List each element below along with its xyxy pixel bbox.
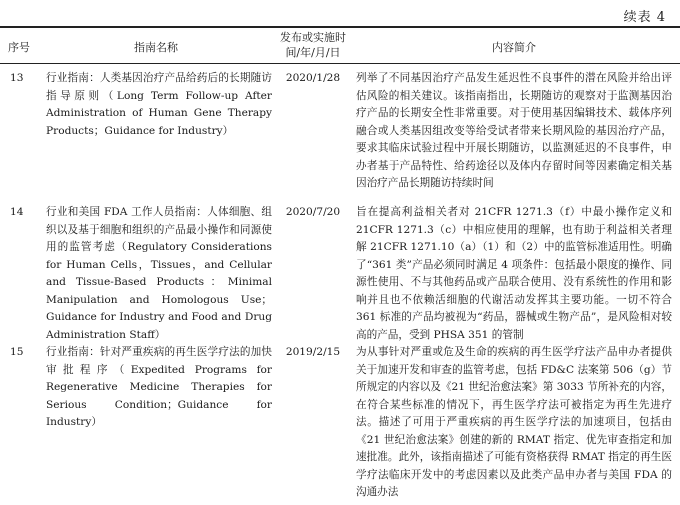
table-top-rule [0, 26, 680, 28]
row-desc: 为从事针对严重或危及生命的疾病的再生医学疗法产品申办者提供关于加速开发和审查的监管考虑，包括 FD&C 法案第 506（g）节所规定的内容以及《21 世纪治愈法案》第 3033 节所补充的内容，在符合某些标准的情况下，再生医学疗法可被指定为再生先进疗法。描述了可用于严重疾病的再生医学疗法的加速项目，包括由《21 世纪治愈法案》创建的新的 RMAT 指定、优先审查指定和加速批准。此外，该指南描述了可能有资格获得 RMAT 指定的再生医学疗法临床开发中的考虑因素以及此类产品申办者与美国 FDA 的沟通办法 [356, 346, 672, 498]
header-name: 指南名称 [134, 41, 178, 54]
header-bottom-rule [0, 63, 680, 64]
continued-table-label: 续表 4 [623, 10, 666, 25]
row-name: 行业指南：人类基因治疗产品给药后的长期随访指导原则（Long Term Follow-up After Administration of Human Gene Therapy Products；Guidance for Industry） [46, 72, 272, 137]
row-no: 13 [10, 72, 24, 84]
row-desc: 列举了不同基因治疗产品发生延迟性不良事件的潜在风险并给出评估风险的相关建议。该指南指出，长期随访的观察对于监测基因治疗产品的长期安全性非常重要。对于使用基因编辑技术、载体序列融合或人类基因组改变等给受试者带来长期风险的基因治疗产品，要求其临床试验过程中开展长期随访，以监测延迟的不良事件，申办者基于产品特性、给药途径以及体内存留时间等因素确定相关基因治疗产品长期随访持续时间 [356, 72, 672, 189]
row-no: 14 [10, 206, 24, 218]
row-time: 2020/7/20 [285, 206, 341, 218]
row-time: 2019/2/15 [285, 346, 341, 358]
row-no: 15 [10, 346, 24, 358]
row-desc: 旨在提高利益相关者对 21CFR 1271.3（f）中最小操作定义和 21CFR 1271.3（c）中相应使用的理解，也有助于利益相关者理解 21CFR 1271.10（a）（1）和（2）中的监管标准适用性。明确了“361 类”产品必须同时满足 4 项条件：包括最小限度的操作、同源性使用、不与其他药品或产品联合使用、没有系统性的作用和影响并且也不依赖活细胞的代谢活动发挥其主要功能。一切不符合 361 标准的产品均被视为“药品，器械或生物产品”，是风险相对较高的产品，受到 PHSA 351 的管制 [356, 206, 672, 341]
header-time: 发布或实施时间/年/月/日 [280, 31, 346, 59]
row-time: 2020/1/28 [285, 72, 341, 84]
header-desc: 内容简介 [492, 41, 536, 54]
row-name: 行业和美国 FDA 工作人员指南：人体细胞、组织以及基于细胞和组织的产品最小操作和同源使用的监管考虑（Regulatory Considerations for Human Cells，Tissues，and Cellular and Tissue-Based Products：Minimal Manipulation and Homologous Use；Guidance for Industry and Food and Drug Administration Staff） [46, 206, 272, 341]
header-no: 序号 [8, 41, 30, 54]
row-name: 行业指南：针对严重疾病的再生医学疗法的加快审批程序（Expedited Programs for Regenerative Medicine Therapies for Serious Condition；Guidance for Industry） [46, 346, 272, 428]
